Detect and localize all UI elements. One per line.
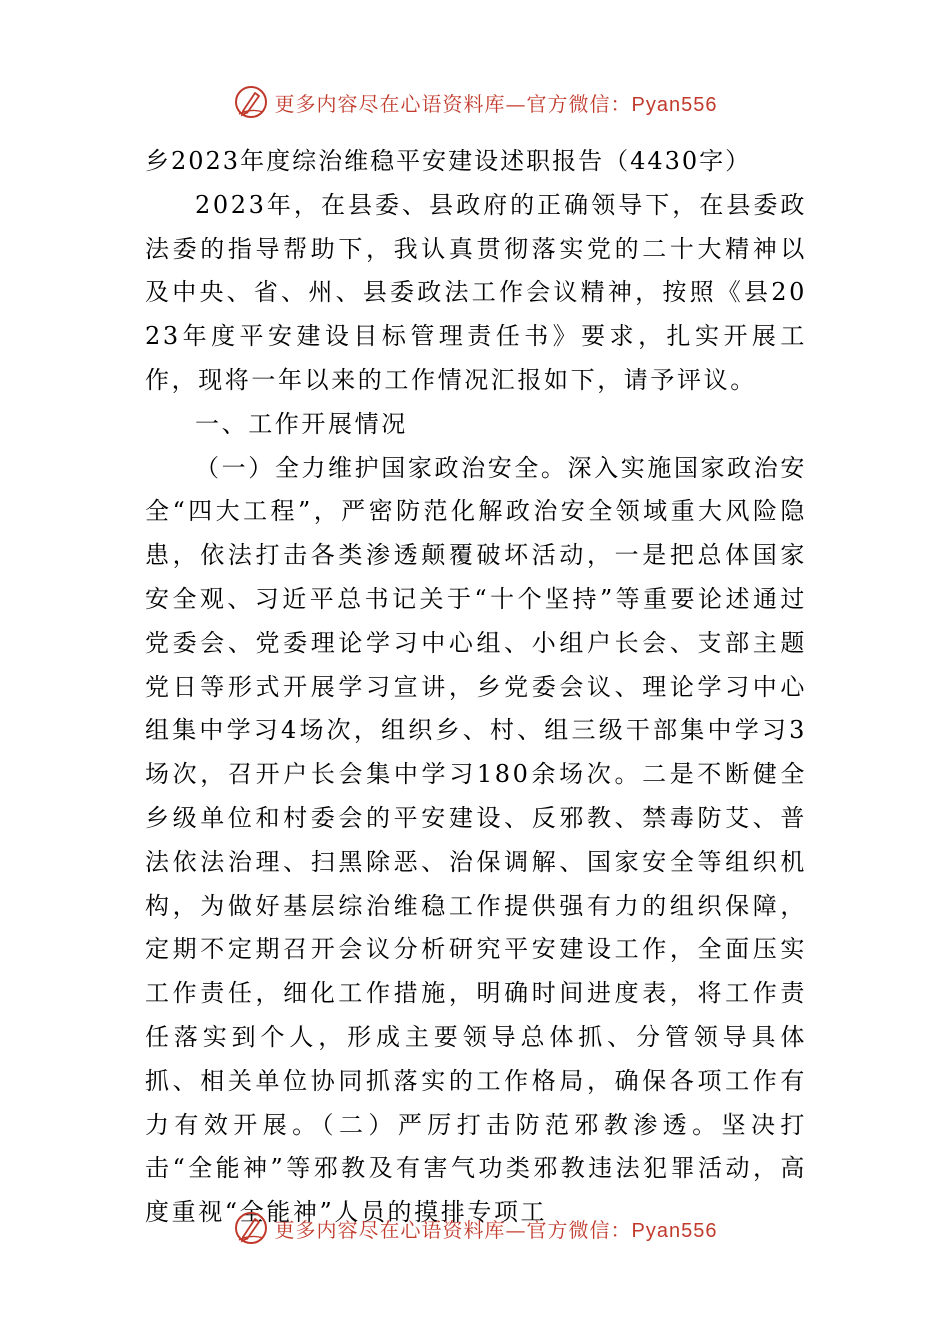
quill-pen-logo-icon [233, 84, 269, 120]
watermark-wechat-id: Pyan556 [631, 93, 718, 116]
paragraph-political-security: （一）全力维护国家政治安全。深入实施国家政治安全“四大工程”，严密防范化解政治安全领域重大风险隐患，依法打击各类渗透颠覆破坏活动，一是把总体国家安全观、习近平总书记关于“十个坚持”等重要论述通过党委会、党委理论学习中心组、小组户长会、支部主题党日等形式开展学习宣讲，乡党委会议、理论学习中心组集中学习4场次，组织乡、村、组三级干部集中学习3场次，召开户长会集中学习180余场次。二是不断健全乡级单位和村委会的平安建设、反邪教、禁毒防艾、普法依法治理、扫黑除恶、治保调解、国家安全等组织机构，为做好基层综治维稳工作提供强有力的组织保障，定期不定期召开会议分析研究平安建设工作，全面压实工作责任，细化工作措施，明确时间进度表，将工作责任落实到个人，形成主要领导总体抓、分管领导具体抓、相关单位协同抓落实的工作格局，确保各项工作有力有效开展。（二）严厉打击防范邪教渗透。坚决打击“全能神”等邪教及有害气功类邪教违法犯罪活动，高度重视“全能神”人员的摸排专项工 [145, 453, 807, 1227]
watermark-banner-bottom [0, 1208, 950, 1248]
watermark-wechat-id: Pyan556 [631, 1219, 718, 1242]
watermark-label: 更多内容尽在心语资料库—官方微信： [274, 1217, 632, 1242]
paragraph-intro: 2023年，在县委、县政府的正确领导下，在县委政法委的指导帮助下，我认真贯彻落实党的二十大精神以及中央、省、州、县委政法工作会议精神，按照《县2023年度平安建设目标管理责任书》要求，扎实开展工作，现将一年以来的工作情况汇报如下，请予评议。 [145, 190, 807, 394]
watermark-banner-top [0, 82, 950, 122]
watermark-text [275, 88, 718, 117]
document-title: 乡2023年度综治维稳平安建设述职报告（4430字） [145, 147, 752, 175]
watermark-text [275, 1214, 718, 1243]
watermark-label: 更多内容尽在心语资料库—官方微信： [274, 91, 632, 116]
document-body [145, 140, 807, 1235]
quill-pen-logo-icon [233, 1210, 269, 1246]
section-heading-work-status: 一、工作开展情况 [195, 409, 408, 438]
